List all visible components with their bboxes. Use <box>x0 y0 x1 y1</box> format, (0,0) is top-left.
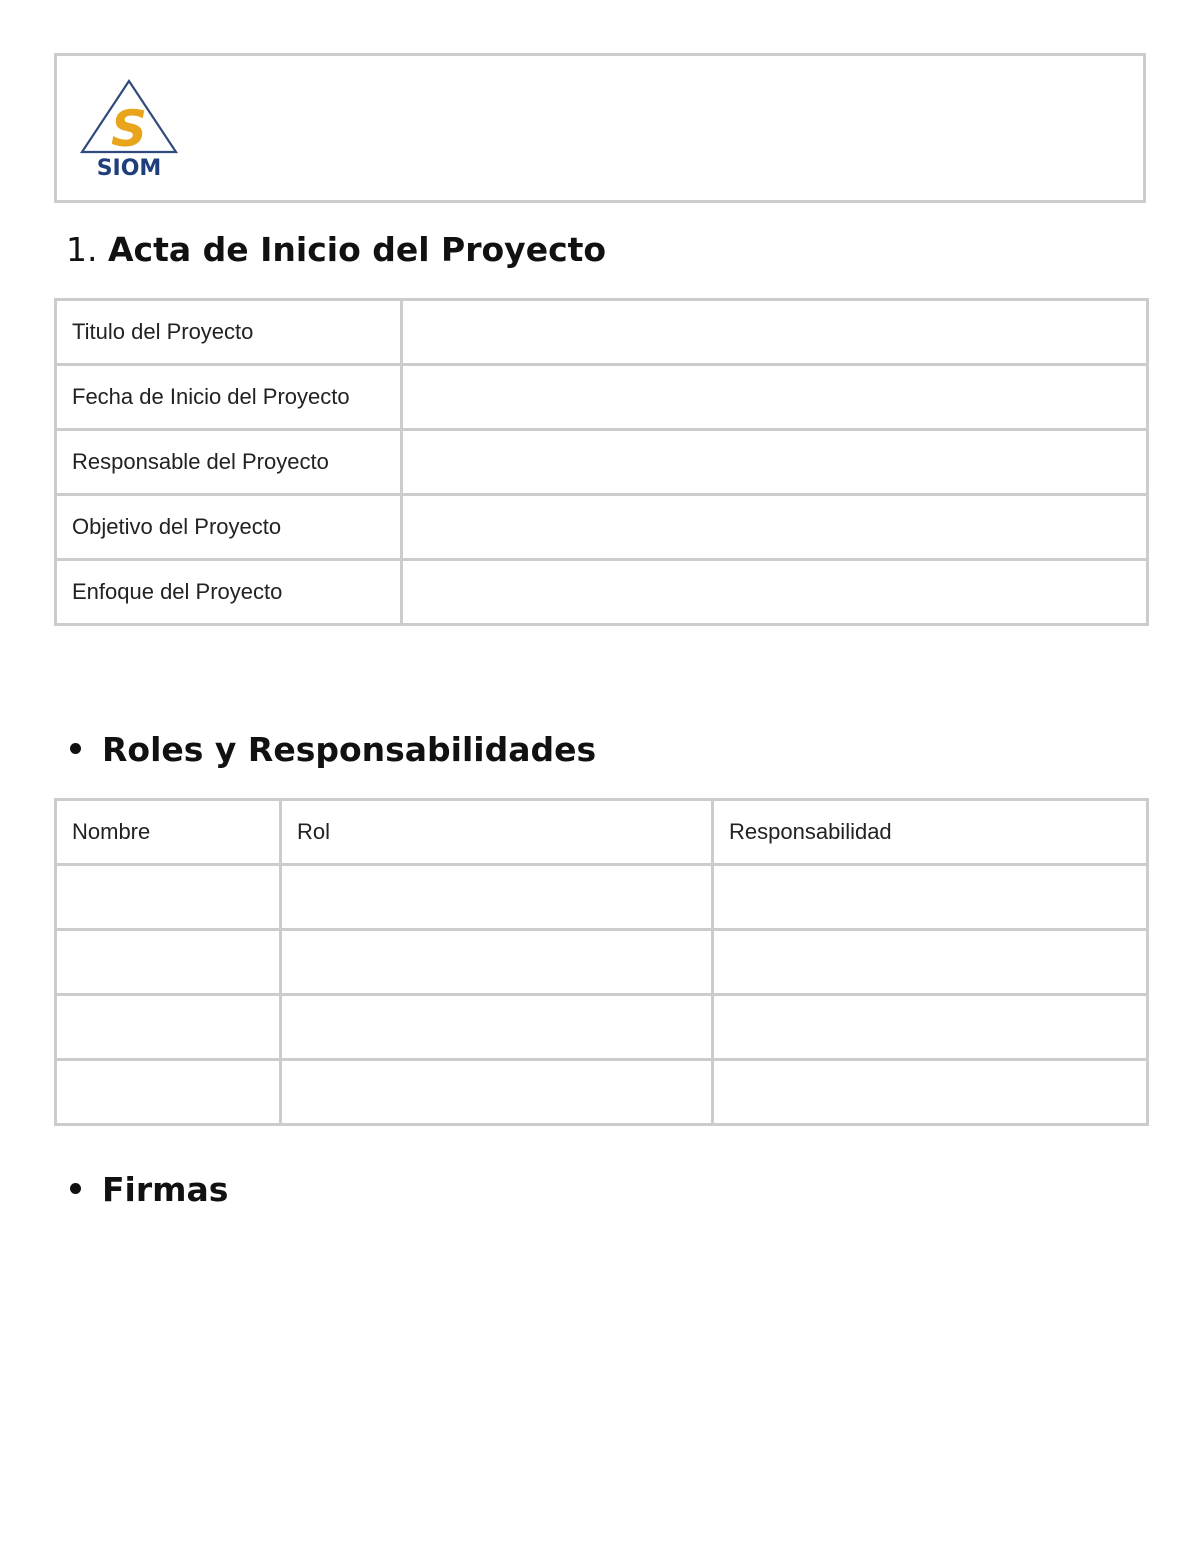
column-header-rol: Rol <box>281 800 713 865</box>
table-cell <box>56 865 281 930</box>
table-row <box>56 495 1148 560</box>
column-header-responsabilidad: Responsabilidad <box>713 800 1148 865</box>
logo-letter: S <box>110 100 148 158</box>
section-number: 1. <box>66 230 98 269</box>
section-title: Acta de Inicio del Proyecto <box>108 230 607 269</box>
table-row <box>56 1060 1148 1125</box>
table-cell <box>281 1060 713 1125</box>
section-title: Roles y Responsabilidades <box>102 730 597 769</box>
row-value-cell <box>402 430 1148 495</box>
table-row <box>56 865 1148 930</box>
table-row <box>56 930 1148 995</box>
row-label: Enfoque del Proyecto <box>56 560 402 625</box>
table-row <box>56 365 1148 430</box>
bullet-icon <box>70 1183 81 1194</box>
table-cell <box>281 865 713 930</box>
row-value-cell <box>402 495 1148 560</box>
bullet-icon <box>70 743 81 754</box>
row-label: Responsable del Proyecto <box>56 430 402 495</box>
siom-logo <box>79 78 179 182</box>
table-cell <box>281 995 713 1060</box>
table-cell <box>713 930 1148 995</box>
table-header-row <box>56 800 1148 865</box>
table-row <box>56 300 1148 365</box>
section-heading-charter <box>66 228 606 272</box>
table-row <box>56 560 1148 625</box>
table-cell <box>56 1060 281 1125</box>
section-heading-signatures <box>70 1168 228 1212</box>
table-cell <box>713 1060 1148 1125</box>
table-row <box>56 430 1148 495</box>
section-heading-roles <box>70 728 596 772</box>
table-cell <box>281 930 713 995</box>
table-cell <box>713 865 1148 930</box>
row-value-cell <box>402 365 1148 430</box>
table-row <box>56 995 1148 1060</box>
column-header-nombre: Nombre <box>56 800 281 865</box>
logo-text: SIOM <box>96 156 162 181</box>
project-charter-table <box>54 298 1149 626</box>
header-box <box>54 53 1146 203</box>
table-cell <box>56 930 281 995</box>
roles-table <box>54 798 1149 1126</box>
table-cell <box>713 995 1148 1060</box>
table-cell <box>56 995 281 1060</box>
row-label: Titulo del Proyecto <box>56 300 402 365</box>
row-value-cell <box>402 300 1148 365</box>
section-title: Firmas <box>102 1170 229 1209</box>
row-label: Objetivo del Proyecto <box>56 495 402 560</box>
row-value-cell <box>402 560 1148 625</box>
row-label: Fecha de Inicio del Proyecto <box>56 365 402 430</box>
